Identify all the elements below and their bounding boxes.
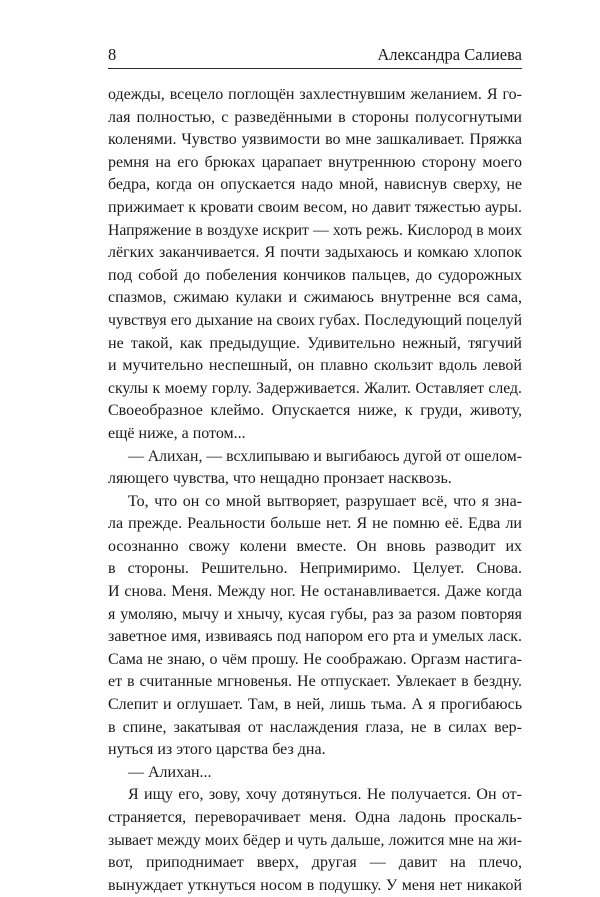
text-line: Своеобразное клеймо. Опускается ниже, к груди, животу,: [108, 402, 522, 420]
text-line: лёгких заканчивается. Я почти задыхаюсь и комкаю хлопок: [108, 244, 522, 262]
text-line: прижимает к кровати своим весом, но давит тяжестью ауры.: [108, 198, 522, 216]
text-line: под собой до побеления кончиков пальцев, до судорожных: [108, 266, 522, 284]
text-line: ещё ниже, а потом...: [108, 424, 246, 442]
text-line: Я ищу его, зову, хочу дотянуться. Не получается. Он от-: [128, 786, 522, 804]
text-line: ремня на его брюках царапает внутреннюю сторону моего: [108, 153, 522, 171]
text-line: страняется, переворачивает меня. Одна ладонь проскаль-: [108, 809, 522, 826]
text-line: не такой, как предыдущие. Удивительно нежный, тягучий: [108, 334, 522, 352]
text-line: чувствуя его дыхание на своих губах. Последующий поцелуй: [108, 311, 522, 329]
text-line: ляющего чувства, что нещадно пронзает насквозь.: [108, 470, 452, 488]
text-line: вот, приподнимает вверх, другая — давит на плечо,: [108, 854, 522, 872]
text-line: — Алихан...: [128, 763, 212, 781]
text-line: Сама не знаю, о чём прошу. Не соображаю. Оргазм настига-: [108, 650, 522, 668]
page-number: 8: [108, 45, 117, 64]
body-text: [108, 84, 522, 897]
text-line: одежды, всецело поглощён захлестнувшим желанием. Я го-: [108, 86, 522, 103]
text-line: нуться из этого царства без дна.: [108, 741, 326, 759]
page-header: [108, 42, 522, 69]
text-line: зывает между моих бёдер и чуть дальше, ложится мне на жи-: [108, 831, 522, 849]
text-line: и мучительно неспешный, он плавно скользит вдоль левой: [108, 357, 522, 375]
text-line: я умоляю, мычу и хнычу, кусая губы, раз за разом повторяя: [108, 605, 522, 623]
text-line: заветное имя, извиваясь под напором его рта и умелых ласк.: [108, 628, 522, 646]
text-line: вынуждает уткнуться носом в подушку. У меня нет никакой: [108, 876, 522, 894]
text-line: — Алихан, — всхлипываю и выгибаюсь дугой от ошелом-: [128, 447, 522, 465]
running-head-author: Александра Салиева: [377, 45, 522, 64]
text-line: бедра, когда он опускается надо мной, нависнув сверху, не: [108, 176, 522, 194]
text-line: Напряжение в воздухе искрит — хоть режь. Кислород в моих: [108, 221, 522, 239]
text-line: ет в считанные мгновенья. Не отпускает. Увлекает в бездну.: [108, 673, 522, 691]
text-line: лая полностью, с разведёнными в стороны полусогнутыми: [108, 108, 522, 126]
text-line: То, что он со мной вытворяет, разрушает всё, что я зна-: [128, 492, 522, 510]
text-line: ла прежде. Реальности больше нет. Я не помню её. Едва ли: [108, 515, 522, 533]
text-line: коленями. Чувство уязвимости во мне зашкаливает. Пряжка: [108, 131, 522, 149]
text-line: скулы к моему горлу. Задерживается. Жалит. Оставляет след.: [108, 379, 522, 397]
text-line: Слепит и оглушает. Там, в ней, лишь тьма. А я прогибаюсь: [108, 696, 522, 714]
text-line: осознанно свожу колени вместе. Он вновь разводит их: [108, 537, 522, 555]
text-line: И снова. Меня. Между ног. Не останавливается. Даже когда: [108, 583, 522, 601]
text-line: в спине, закатывая от наслаждения глаза, не в силах вер-: [108, 718, 522, 736]
text-line: в стороны. Решительно. Непримиримо. Целует. Снова.: [108, 560, 522, 578]
text-line: спазмов, сжимаю кулаки и сжимаюсь внутренне вся сама,: [108, 289, 522, 307]
